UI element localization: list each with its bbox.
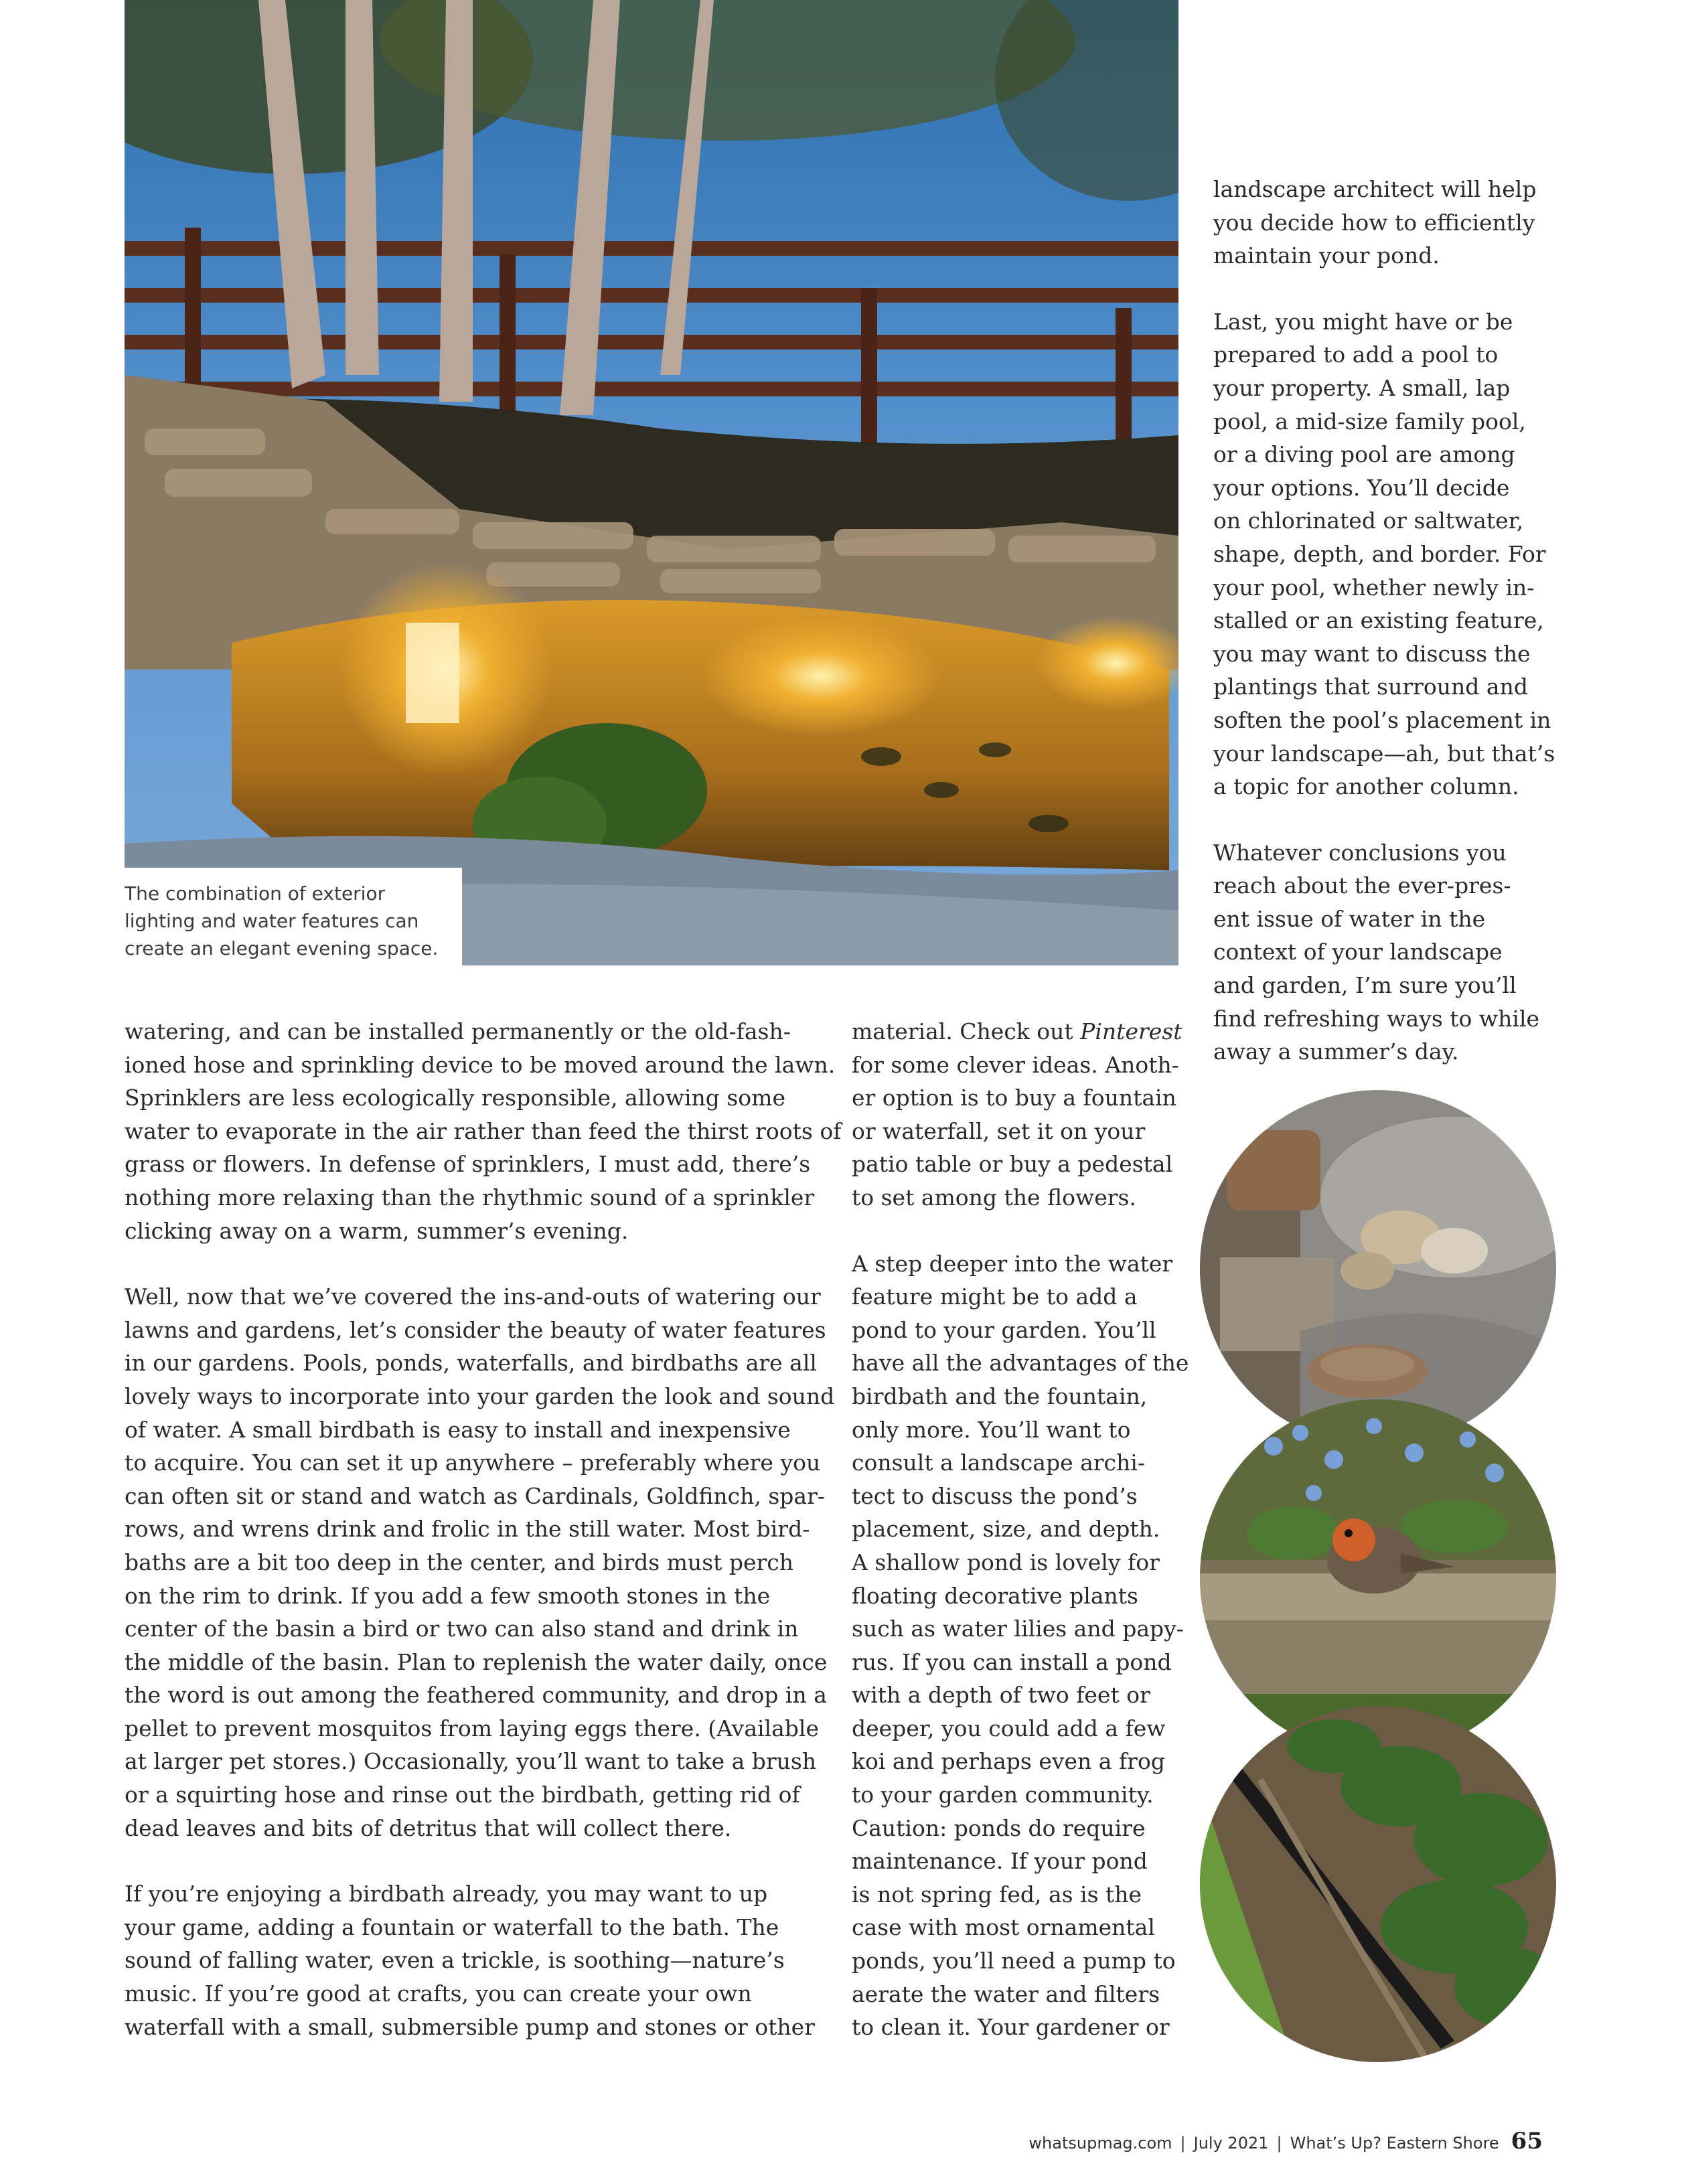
text-line: landscape architect will help [1213, 176, 1537, 202]
text-line: only more. You’ll want to [852, 1416, 1131, 1443]
text-line: a topic for another column. [1213, 773, 1519, 800]
text-line: for some clever ideas. Anoth- [852, 1051, 1179, 1078]
text-line: waterfall with a small, submersible pump and stones or other [125, 2013, 815, 2040]
text-line: lovely ways to incorporate into your garden the look and sound [125, 1383, 835, 1409]
text-line: floating decorative plants [852, 1582, 1138, 1609]
text-fragment: material. Check out [852, 1018, 1081, 1044]
text-line: ioned hose and sprinkling device to be moved around the lawn. [125, 1051, 836, 1078]
text-line: stalled or an existing feature, [1213, 607, 1544, 634]
text-line: away a summer’s day. [1213, 1038, 1459, 1065]
text-line: have all the advantages of the [852, 1350, 1189, 1377]
text-line: plantings that surround and [1213, 674, 1528, 700]
text-line: A shallow pond is lovely for [852, 1549, 1160, 1575]
text-line: shape, depth, and border. For [1213, 540, 1546, 567]
text-line: on chlorinated or saltwater, [1213, 508, 1524, 534]
text-line: or a diving pool are among [1213, 441, 1515, 468]
paragraph [1213, 836, 1561, 1069]
text-line: clicking away on a warm, summer’s evening. [125, 1217, 629, 1244]
text-line: and garden, I’m sure you’ll [1213, 972, 1517, 999]
text-line: maintenance. If your pond [852, 1848, 1148, 1875]
pond-waterfall-photo [125, 0, 1178, 965]
text-line: your property. A small, lap [1213, 374, 1511, 401]
footer-publication: What’s Up? Eastern Shore [1290, 2134, 1499, 2153]
text-line: reach about the ever-pres- [1213, 872, 1511, 899]
text-line: is not spring fed, as is the [852, 1881, 1142, 1907]
birdbath-stones-photo [1200, 1090, 1556, 1446]
text-line: consult a landscape archi- [852, 1450, 1145, 1476]
text-line: placement, size, and depth. [852, 1516, 1160, 1543]
text-line: or a squirting hose and rinse out the birdbath, getting rid of [125, 1782, 800, 1808]
text-line: case with most ornamental [852, 1914, 1155, 1941]
pinterest-mention: Pinterest [1080, 1018, 1182, 1044]
text-line: baths are a bit too deep in the center, and birds must perch [125, 1549, 794, 1575]
text-line: your pool, whether newly in- [1213, 574, 1535, 601]
text-line [852, 1015, 1187, 1048]
caption-line: create an elegant evening space. [125, 937, 439, 959]
text-line: in our gardens. Pools, ponds, waterfalls, and birdbaths are all [125, 1350, 817, 1377]
text-line: of water. A small birdbath is easy to install and inexpensive [125, 1416, 791, 1443]
caption-line: The combination of exterior [125, 882, 386, 905]
text-line: your landscape—ah, but that’s [1213, 740, 1555, 767]
paragraph [125, 1015, 842, 1247]
text-line: grass or flowers. In defense of sprinklers, I must add, there’s [125, 1151, 811, 1178]
text-line: context of your landscape [1213, 939, 1503, 965]
text-line: you decide how to efficiently [1213, 209, 1535, 236]
text-line: to acquire. You can set it up anywhere – preferably where you [125, 1450, 821, 1476]
text-line: to your garden community. [852, 1782, 1154, 1808]
photo-caption [125, 880, 459, 962]
article-column-1 [125, 1015, 842, 2076]
footer-issue: July 2021 [1193, 2134, 1269, 2153]
paragraph [125, 1877, 828, 2043]
paragraph [1213, 305, 1561, 803]
text-line: center of the basin a bird or two can also stand and drink in [125, 1616, 799, 1642]
text-line: pool, a mid-size family pool, [1213, 408, 1526, 435]
caption-line: lighting and water features can [125, 910, 419, 932]
text-line: dead leaves and bits of detritus that will collect there. [125, 1814, 732, 1841]
text-line: rows, and wrens drink and frolic in the still water. Most bird- [125, 1516, 810, 1543]
text-line: find refreshing ways to while [1213, 1005, 1540, 1032]
text-line: If you’re enjoying a birdbath already, you may want to up [125, 1881, 768, 1907]
text-line: Caution: ponds do require [852, 1814, 1146, 1841]
paragraph [1213, 173, 1561, 272]
paragraph [852, 1247, 1187, 2044]
footer-separator: | [1276, 2134, 1282, 2153]
robin-birdbath-photo [1200, 1399, 1556, 1756]
text-line: feature might be to add a [852, 1283, 1138, 1310]
text-line: lawns and gardens, let’s consider the beauty of water features [125, 1316, 826, 1343]
text-line: nothing more relaxing than the rhythmic sound of a sprinkler [125, 1184, 815, 1211]
text-line: your options. You’ll decide [1213, 474, 1510, 501]
text-line: ent issue of water in the [1213, 905, 1486, 932]
text-line: Last, you might have or be [1213, 308, 1513, 335]
text-line: music. If you’re good at crafts, you can create your own [125, 1980, 752, 2007]
drip-irrigation-photo [1200, 1706, 1556, 2062]
text-line: soften the pool’s placement in [1213, 706, 1551, 733]
text-line: maintain your pond. [1213, 242, 1440, 269]
text-line: A step deeper into the water [852, 1250, 1173, 1277]
article-column-2 [852, 1015, 1187, 2077]
text-line: to clean it. Your gardener or [852, 2014, 1170, 2041]
paragraph [852, 1015, 1187, 1215]
footer-separator: | [1180, 2134, 1186, 2153]
text-line: water to evaporate in the air rather than feed the thirst roots of [125, 1117, 842, 1144]
text-line: or waterfall, set it on your [852, 1117, 1146, 1144]
text-line: you may want to discuss the [1213, 640, 1531, 667]
page-footer [1028, 2128, 1543, 2155]
text-line: such as water lilies and papy- [852, 1616, 1184, 1642]
text-line: pond to your garden. You’ll [852, 1316, 1156, 1343]
text-line: on the rim to drink. If you add a few smooth stones in the [125, 1582, 771, 1609]
text-line: rus. If you can install a pond [852, 1648, 1172, 1675]
text-line: at larger pet stores.) Occasionally, you’ll want to take a brush [125, 1748, 817, 1775]
text-line: sound of falling water, even a trickle, is soothing—nature’s [125, 1947, 785, 1974]
text-line: the word is out among the feathered community, and drop in a [125, 1682, 827, 1709]
text-line: patio table or buy a pedestal [852, 1151, 1173, 1178]
text-line: pellet to prevent mosquitos from laying eggs there. (Available [125, 1715, 819, 1741]
text-line: tect to discuss the pond’s [852, 1482, 1138, 1509]
text-line: ponds, you’ll need a pump to [852, 1948, 1176, 1974]
text-line: your game, adding a fountain or waterfall to the bath. The [125, 1914, 779, 1940]
text-line: aerate the water and filters [852, 1980, 1160, 2007]
text-line: birdbath and the fountain, [852, 1383, 1148, 1409]
text-line: koi and perhaps even a frog [852, 1748, 1165, 1775]
text-line: Whatever conclusions you [1213, 839, 1507, 866]
text-line: the middle of the basin. Plan to replenish the water daily, once [125, 1648, 828, 1675]
footer-site: whatsupmag.com [1028, 2134, 1172, 2153]
text-line: can often sit or stand and watch as Cardinals, Goldfinch, spar- [125, 1482, 825, 1509]
text-line: Well, now that we’ve covered the ins-and-outs of watering our [125, 1283, 821, 1310]
text-line: prepared to add a pool to [1213, 341, 1499, 368]
article-column-3 [1213, 173, 1561, 1101]
text-line: Sprinklers are less ecologically responsible, allowing some [125, 1085, 785, 1111]
text-line: watering, and can be installed permanently or the old-fash- [125, 1018, 791, 1044]
page-number: 65 [1511, 2128, 1543, 2155]
text-line: to set among the flowers. [852, 1184, 1136, 1211]
text-line: with a depth of two feet or [852, 1682, 1150, 1709]
text-line: deeper, you could add a few [852, 1715, 1166, 1741]
text-line: er option is to buy a fountain [852, 1085, 1176, 1111]
paragraph [125, 1280, 835, 1845]
